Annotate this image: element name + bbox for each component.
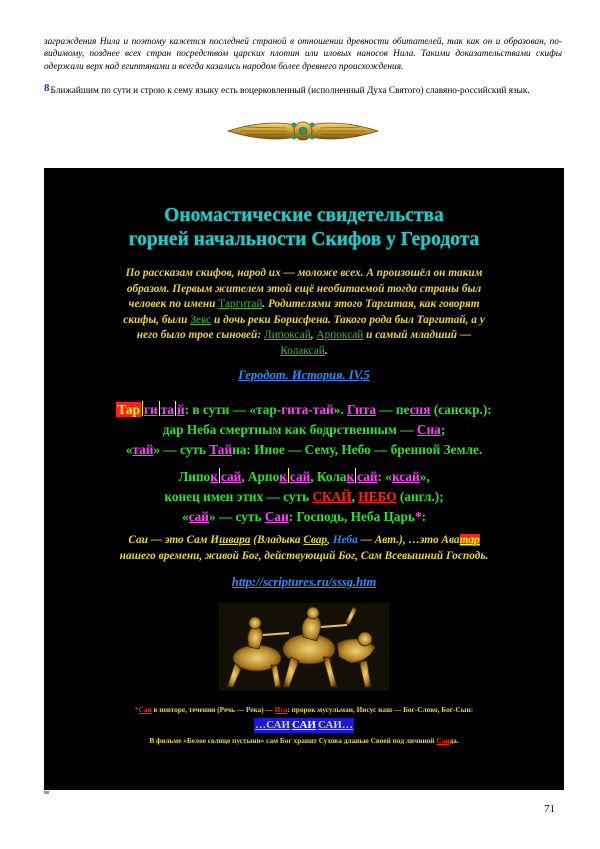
etymology-text: «: [125, 442, 133, 457]
word-snya: сня: [409, 402, 431, 417]
word-neba: Неба: [332, 534, 358, 546]
letter-k: к: [346, 469, 355, 484]
divider: [219, 468, 220, 483]
word-taj: тай: [132, 442, 154, 457]
syllable-sai: сай: [289, 469, 311, 484]
syllable-sai: сай: [357, 469, 378, 484]
footnote: [44, 82, 562, 97]
divider: [142, 401, 143, 416]
targitai-etymology: [44, 400, 564, 460]
film-note: [44, 735, 564, 746]
sai-repetition-part: САИ: [292, 719, 316, 731]
film-note-text: д: [449, 736, 454, 745]
sai-repetition-part: …САИ: [255, 719, 291, 731]
etymology-text: ;: [440, 422, 446, 437]
sai-text: Саи — это Сам И: [128, 534, 220, 546]
sons-etymology: [44, 467, 564, 527]
divider: [159, 401, 160, 416]
etymology-text: — пе: [375, 402, 410, 417]
word-said: Саи: [436, 736, 450, 745]
etymology-line3: [44, 440, 564, 460]
word-sai: сай: [188, 509, 209, 524]
film-note-text: а.: [453, 736, 459, 745]
etymology-line2: [44, 420, 564, 440]
syllable-j: й: [176, 402, 185, 417]
word-tai: Тай: [209, 442, 233, 457]
word-gita: гита: [281, 402, 309, 417]
link-kolaksai[interactable]: Колаксай: [280, 344, 325, 357]
link-ishvara[interactable]: швара: [219, 534, 251, 546]
word-taj: тай: [312, 402, 334, 417]
scythian-gold-relief-image: [219, 603, 389, 691]
sons-text: » — суть: [208, 509, 265, 524]
sons-text: :: [421, 509, 427, 524]
sons-text: (англ.);: [396, 489, 444, 504]
panel-title-line1: Ономастические свидетельства: [164, 205, 444, 226]
link-svar[interactable]: Свар: [303, 534, 328, 546]
sai-line1: [44, 533, 564, 549]
sai-repetition-part: САИ…: [317, 719, 353, 731]
herodotus-reference-link[interactable]: Геродот. История. IV,5: [238, 368, 370, 382]
sons-line3: [44, 507, 564, 527]
intro-text: и дочь реки Борисфена. Такого рода был Таргитай, а у него было трое сыновей:: [136, 313, 485, 341]
footnote-text: : пророк мусульман, Иисус наш — Бог-Слово, Бог-Сын:: [287, 705, 474, 714]
word-isa: Иса: [274, 705, 288, 714]
etymology-line1: [44, 400, 564, 420]
sons-text: ,: [351, 489, 359, 504]
sai-text: ,: [327, 534, 333, 546]
divider: [44, 791, 49, 794]
word-sky: СКАЙ: [312, 489, 352, 504]
scriptures-url-link[interactable]: http://scriptures.ru/sssg.htm: [231, 575, 377, 589]
sons-text: конец имен этих — суть: [164, 489, 313, 504]
sons-line1: [44, 467, 564, 487]
intro-text: По рассказам скифов, народ их — моложе всех. А произошёл он таким образом. Первым жителем этой ещё необитаемой тогда страны был человек по имени: [125, 267, 483, 310]
divider: [288, 468, 289, 483]
intro-text: и самый младший —: [363, 329, 472, 341]
intro-paragraph: [114, 266, 494, 359]
sai-text: — Авт.), …это Ава: [357, 534, 460, 546]
syllable-gi: ги: [143, 402, 158, 417]
letter-k: к: [279, 469, 287, 484]
word-sna: Сна: [416, 422, 441, 437]
footnote-asterisk: *: [134, 705, 139, 714]
etymology-text: ».: [333, 402, 348, 417]
link-targitai[interactable]: Таргитай: [218, 298, 263, 310]
black-panel: [44, 168, 564, 790]
word-sai-capital: Саи: [264, 509, 289, 524]
etymology-text: дар Неба смертным как бодрственным —: [162, 422, 417, 437]
footnote-text: в повторе, течении (Речь — Река) —: [151, 705, 275, 714]
word-gita-sanskrit: Гита: [347, 402, 376, 417]
etymology-text: на: Иное — Сему, Небо — бренной Земле.: [232, 442, 483, 457]
footnote-asterisk: *: [414, 509, 422, 524]
etymology-text: (санскр.):: [430, 402, 492, 417]
syllable-sai: сай: [220, 469, 242, 484]
link-avatar[interactable]: тар: [459, 534, 480, 546]
sai-text: (Владыка: [250, 534, 304, 546]
link-zevs[interactable]: Зевс: [190, 313, 212, 326]
letter-k: к: [210, 469, 218, 484]
sai-line2: нашего времени, живой Бог, действующий Бог, Сам Всевышний Господь.: [119, 549, 489, 562]
etymology-text: : в сути — «тар-: [184, 402, 282, 417]
intro-text: .: [324, 344, 328, 357]
name-lipo: Липо: [178, 469, 211, 484]
gold-ornament-image: [226, 116, 380, 146]
film-note-text: В фильме «Белое солнце пустыни» сам Бог хранит Сухова дланью Своей под личиной: [149, 736, 437, 745]
syllable-ta: та: [160, 402, 174, 417]
sons-text: : «: [377, 469, 392, 484]
sons-text: , Кола: [310, 469, 347, 484]
footnote-marker: 8: [44, 82, 50, 94]
syllable-tar: Тар: [117, 402, 140, 417]
sons-text: , Арпо: [241, 469, 280, 484]
sons-text: »,: [419, 469, 430, 484]
footnote-text: Ближайшим по сути и строю к сему языку есть воцерковленный (исполненный Духа Святого) славяно-российский язык.: [50, 86, 530, 96]
etymology-text: » — суть: [153, 442, 210, 457]
word-ksai: ксай: [391, 469, 420, 484]
sai-paragraph: [44, 533, 564, 564]
page-number: 71: [544, 803, 555, 815]
top-paragraph: заграждения Нила и поэтому кажется последней страной в отношении древности обитателей, так как он и образован, по-видимому, позднее всех стран посредством царских плотин или иловых наносов Нила. Такими доказательствами скифы одержали верх над египтянами и всегда казались народом более древнего происхождения.: [44, 37, 562, 72]
divider: [175, 401, 176, 416]
intro-text: . Родителями этого Таргитая, как говорят скифы, были: [123, 298, 480, 326]
etymology-text: -: [308, 402, 313, 417]
link-lipoksai[interactable]: Липоксай: [263, 329, 311, 341]
word-nebo: НЕБО: [358, 489, 397, 504]
sai-footnote: [44, 704, 564, 715]
intro-text: ,: [310, 329, 317, 341]
panel-title: [44, 204, 564, 252]
sons-text: : Господь, Неба Царь: [288, 509, 415, 524]
sons-text: «: [181, 509, 189, 524]
sons-line2: [44, 487, 564, 507]
panel-title-line2: горней начальности Скифов у Геродота: [128, 229, 480, 250]
sai-repetition: [44, 718, 564, 733]
word-sai: Саи: [138, 705, 152, 714]
link-arpoksai[interactable]: Арпоксай: [316, 329, 364, 341]
